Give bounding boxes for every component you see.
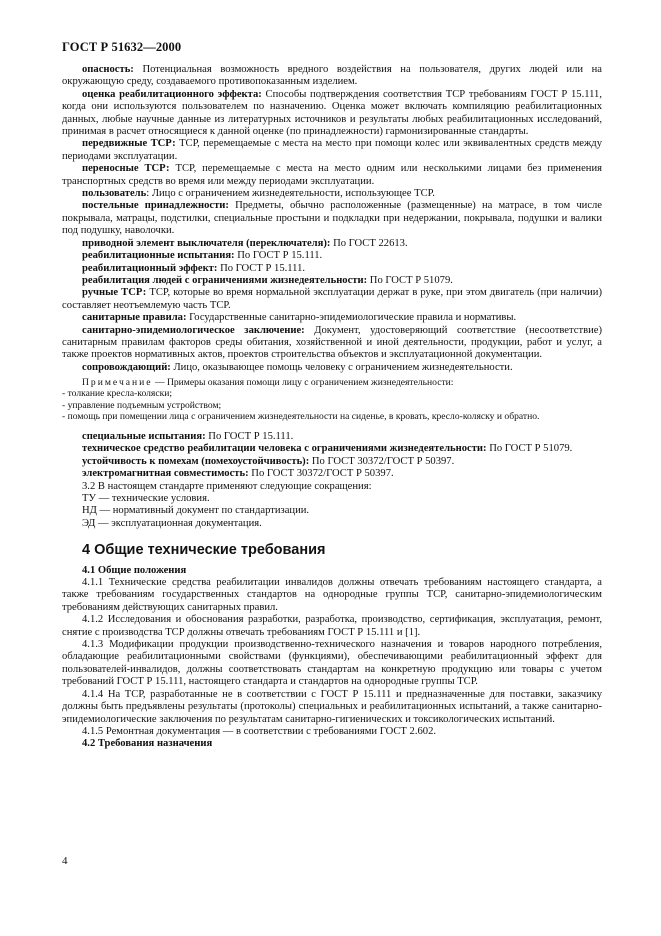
- abbrev-item: ТУ — технические условия.: [82, 493, 210, 504]
- definition-term: реабилитационный эффект:: [82, 262, 218, 274]
- subsection-title: 4.1 Общие положения: [82, 564, 187, 576]
- abbrev-intro: 3.2 В настоящем стандарте применяют следующие сокращения:: [82, 480, 372, 492]
- definition-term: оценка реабилитационного эффекта:: [82, 88, 262, 100]
- definition-term: устойчивость к помехам (помехоустойчивость):: [82, 455, 310, 467]
- definition-term: техническое средство реабилитации человека с ограничениями жизнедеятельности:: [82, 443, 487, 455]
- note: [62, 377, 602, 388]
- definition-text: По ГОСТ Р 15.111.: [205, 430, 294, 442]
- definition-text: Предметы, обычно расположенные (размещенные) на матрасе, в том числе покрывала, матрацы, подстилки, специальные простыни и подкладки при недержании, покрывала, подушки и валики под подушку, наволочки.: [62, 200, 603, 237]
- definition-term: сопровождающий:: [82, 361, 171, 373]
- definition-item: [62, 200, 602, 237]
- definition-item: [62, 250, 602, 262]
- paragraph: 4.1.5 Ремонтная документация — в соответствии с требованиями ГОСТ 2.602.: [82, 725, 437, 737]
- definition-term: приводной элемент выключателя (переключателя):: [82, 237, 331, 249]
- note-label: Примечание: [82, 377, 153, 389]
- definition-term: пользователь: [82, 188, 147, 200]
- note-intro: — Примеры оказания помощи лицу с ограничением жизнедеятельности:: [152, 377, 454, 389]
- note-item: - помощь при помещении лица с ограничением жизнедеятельности на сиденье, в кровать, кресло-коляску и обратно.: [62, 410, 540, 422]
- definition-item: [62, 188, 602, 200]
- definition-text: ТСР, перемещаемые с места на место одним или несколькими лицами без применения транспортных средств во время или между периодами эксплуатации.: [62, 163, 602, 187]
- definition-term: санитарные правила:: [82, 312, 187, 324]
- definition-text: : Лицо с ограничением жизнедеятельности, использующее ТСР.: [146, 188, 435, 200]
- subsection-title: 4.2 Требования назначения: [82, 738, 213, 750]
- definition-text: Потенциальная возможность вредного воздействия на пользователя, других людей или на окружающую среду, создаваемого противопоказанным изделием.: [62, 64, 602, 88]
- definition-text: По ГОСТ Р 51079.: [367, 274, 453, 286]
- abbrev-item: НД — нормативный документ по стандартизации.: [82, 505, 310, 517]
- definition-text: Государственные санитарно-эпидемиологические правила и нормативы.: [186, 312, 517, 324]
- definition-item: [62, 138, 602, 163]
- definition-term: опасность:: [82, 64, 134, 75]
- definition-term: ручные ТСР:: [82, 287, 147, 299]
- note-item: - управление подъемным устройством;: [62, 399, 222, 411]
- definition-term: санитарно-эпидемиологическое заключение:: [82, 324, 305, 336]
- definition-item: [62, 163, 602, 188]
- definition-item: [62, 312, 602, 324]
- spacer: [62, 422, 602, 431]
- definition-item: [62, 275, 602, 287]
- definition-item: [62, 443, 602, 455]
- definition-text: По ГОСТ 30372/ГОСТ Р 50397.: [309, 455, 455, 467]
- definition-text: По ГОСТ Р 15.111.: [217, 262, 306, 274]
- definition-item: [62, 468, 602, 480]
- definition-item: [62, 325, 602, 362]
- definition-term: постельные принадлежности:: [82, 200, 229, 212]
- definition-item: [62, 64, 602, 89]
- definition-item: [62, 456, 602, 468]
- definition-text: По ГОСТ 22613.: [330, 237, 408, 249]
- definition-text: Документ, удостоверяющий соответствие (несоответствие) санитарным правилам факторов среды обитания, хозяйственной и иной деятельности, продукции, работ и услуг, а также проектов нормативных актов, проектов строительства объектов и эксплуатационной документации.: [62, 324, 602, 361]
- paragraph: 4.1.4 На ТСР, разработанные не в соответствии с ГОСТ Р 15.111 и предназначенные для поставки, заказчику должны быть предъявлены результаты (протоколы) специальных и реабилитационных испытаний, а также санитарно-эпидемиологические заключения по результатам санитарно-гигиенических и токсикологических испытаний.: [62, 688, 602, 725]
- definition-text: По ГОСТ 30372/ГОСТ Р 50397.: [248, 468, 394, 480]
- definition-item: [62, 431, 602, 443]
- paragraph: 4.1.1 Технические средства реабилитации инвалидов должны отвечать требованиям настоящего стандарта, а также требованиям государственных стандартов на однородные группы ТСР, санитарно-эпидемиологическим требованиям действующих санитарных правил.: [62, 577, 602, 613]
- definition-term: реабилитационные испытания:: [82, 250, 235, 262]
- definition-item: [62, 287, 602, 312]
- definition-term: передвижные ТСР:: [82, 138, 176, 150]
- definition-term: специальные испытания:: [82, 430, 206, 442]
- document-body: [62, 64, 602, 751]
- page-number: 4: [62, 855, 68, 867]
- paragraph: 4.1.2 Исследования и обоснования разработки, разработка, производство, сертификация, эксплуатация, ремонт, снятие с производства ТСР должны отвечать требованиям ГОСТ Р 15.111 и [1].: [62, 614, 602, 638]
- paragraph: 4.1.3 Модификации продукции производственно-технического назначения и товаров народного потребления, обладающие реабилитационными свойствами (функциями), обеспечивающими реабилитационный эффект для пользователей-инвалидов, должны соответствовать стандартам на конкретную продукцию или товары с учетом требований ГОСТ Р 15.111, настоящего стандарта и стандартов на однородные группы ТСР.: [62, 639, 602, 688]
- definition-term: переносные ТСР:: [82, 163, 170, 175]
- definition-item: [62, 362, 602, 374]
- definition-text: ТСР, перемещаемые с места на место при помощи колес или эквивалентных средств между периодами эксплуатации.: [62, 138, 602, 162]
- definition-text: По ГОСТ Р 51079.: [486, 443, 573, 455]
- definition-item: [62, 89, 602, 139]
- definition-text: Способы подтверждения соответствия ТСР требованиям ГОСТ Р 15.111, когда они используются пользователем по назначению. Оценка может включать компиляцию реабилитационных данных, любые научные данные из литературных источников и результаты любых реабилитационных исследований, принимая в расчет относящиеся к данной оценке (по принадлежности) гармонизированные стандарты.: [62, 88, 602, 138]
- note-item: - толкание кресла-коляски;: [62, 388, 173, 400]
- definition-text: Лицо, оказывающее помощь человеку с ограничением жизнедеятельности.: [170, 361, 513, 373]
- definition-text: По ГОСТ Р 15.111.: [234, 250, 323, 262]
- definition-item: [62, 238, 602, 250]
- document-header: ГОСТ Р 51632—2000: [62, 40, 182, 54]
- section-title: 4 Общие технические требования: [82, 542, 326, 559]
- definition-term: электромагнитная совместимость:: [82, 468, 249, 480]
- definition-item: [62, 263, 602, 275]
- definition-term: реабилитация людей с ограничениями жизнедеятельности:: [82, 274, 368, 286]
- definition-text: ТСР, которые во время нормальной эксплуатации держат в руке, при этом двигатель (при наличии) составляет неотъемлемую часть ТСР.: [62, 287, 603, 311]
- abbrev-item: ЭД — эксплуатационная документация.: [82, 517, 262, 529]
